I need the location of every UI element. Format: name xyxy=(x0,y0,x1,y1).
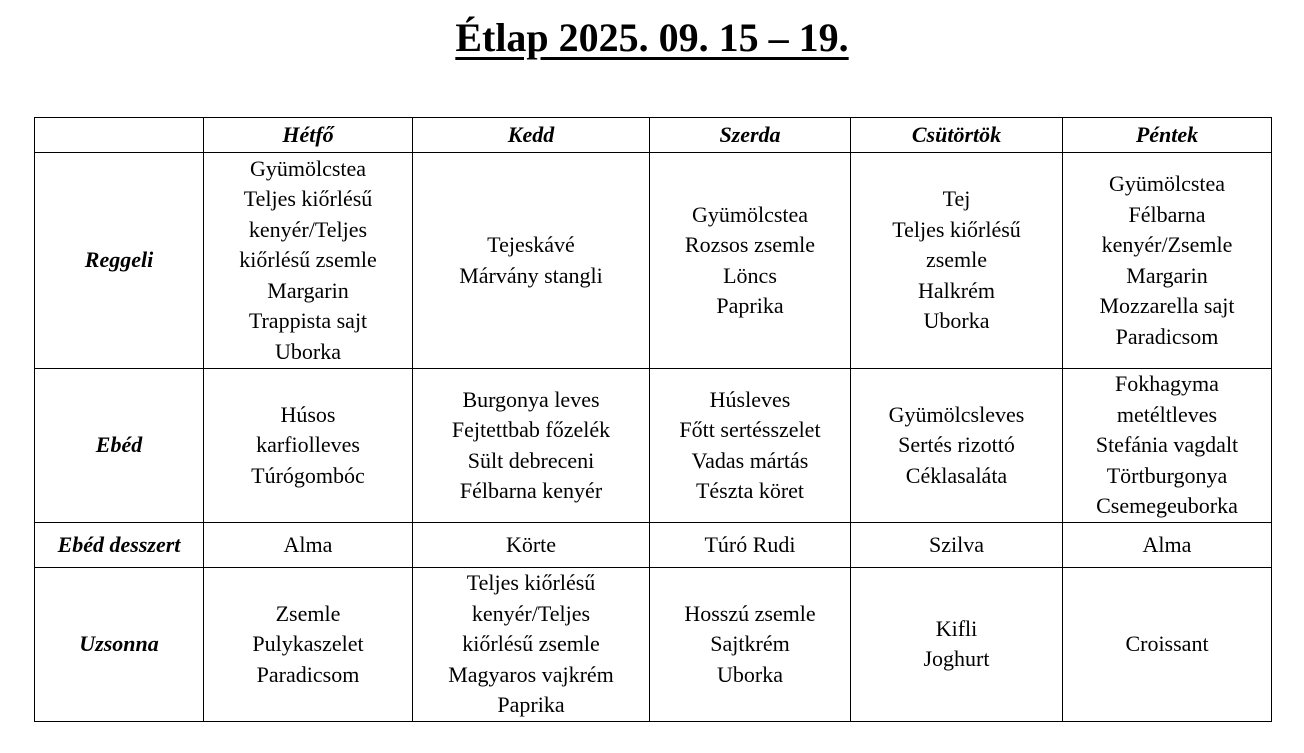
menu-item: Trappista sajt xyxy=(248,308,368,334)
menu-item: Paradicsom xyxy=(1115,323,1219,349)
menu-cell xyxy=(413,153,650,369)
menu-item: Teljes kiőrlésű xyxy=(892,216,1021,242)
menu-item: zsemle xyxy=(925,247,988,273)
menu-item: Paradicsom xyxy=(256,661,360,687)
menu-item: Céklasaláta xyxy=(905,462,1008,488)
day-header-tuesday: Kedd xyxy=(413,118,650,153)
menu-item: Margarin xyxy=(1126,262,1208,288)
corner-cell xyxy=(35,118,204,153)
menu-item: Alma xyxy=(1142,531,1192,557)
menu-item: Löncs xyxy=(723,262,777,288)
menu-item: Gyümölcsleves xyxy=(888,401,1025,427)
menu-item: Kifli xyxy=(935,615,978,641)
menu-cell xyxy=(1063,153,1272,369)
menu-item: kenyér/Teljes xyxy=(471,600,591,626)
menu-item: Tej xyxy=(942,186,971,212)
menu-cell xyxy=(851,153,1063,369)
row-uzsonna xyxy=(35,568,1272,722)
menu-item: metéltleves xyxy=(1116,401,1218,427)
menu-item: Teljes kiőrlésű xyxy=(243,186,373,212)
menu-item: karfiolleves xyxy=(256,432,360,458)
menu-item: Gyümölcstea xyxy=(249,155,367,181)
menu-item: Paprika xyxy=(497,692,565,717)
menu-item: kiőrlésű zsemle xyxy=(239,247,377,273)
page-title xyxy=(0,12,1304,64)
menu-item: Tészta köret xyxy=(695,478,805,503)
menu-item: Sajtkrém xyxy=(710,631,790,656)
menu-cell xyxy=(650,568,851,722)
menu-item: Uborka xyxy=(717,661,783,687)
menu-item: Magyaros vajkrém xyxy=(448,661,614,687)
menu-item: Sült debreceni xyxy=(467,447,595,473)
day-header-monday: Hétfő xyxy=(204,118,413,153)
menu-cell xyxy=(413,369,650,523)
day-header-wednesday: Szerda xyxy=(650,118,851,153)
menu-cell xyxy=(1063,369,1272,523)
menu-item: Túró Rudi xyxy=(704,531,796,557)
row-label-desszert: Ebéd desszert xyxy=(35,523,204,568)
page-title-text: Étlap 2025. 09. 15 – 19. xyxy=(455,15,849,60)
menu-item: Túrógombóc xyxy=(251,462,365,488)
menu-item: Mozzarella sajt xyxy=(1099,293,1235,318)
menu-item: Félbarna xyxy=(1128,201,1206,227)
menu-item: Teljes kiőrlésű xyxy=(466,570,596,595)
menu-item: Vadas mártás xyxy=(691,447,809,473)
row-label-reggeli: Reggeli xyxy=(35,153,204,369)
menu-cell xyxy=(204,153,413,369)
header-row xyxy=(35,118,1272,153)
menu-item: Stefánia vagdalt xyxy=(1095,432,1239,458)
menu-cell xyxy=(650,523,851,568)
menu-item: Rozsos zsemle xyxy=(684,232,816,257)
row-reggeli xyxy=(35,153,1272,369)
menu-cell xyxy=(851,523,1063,568)
menu-item: Márvány stangli xyxy=(459,262,603,288)
menu-item: Margarin xyxy=(267,277,349,303)
menu-item: Szilva xyxy=(929,531,984,557)
menu-item: Uborka xyxy=(275,338,341,364)
menu-item: kenyér/Teljes xyxy=(248,216,368,242)
menu-item: kenyér/Zsemle xyxy=(1101,232,1233,257)
menu-cell xyxy=(204,568,413,722)
menu-item: Sertés rizottó xyxy=(898,432,1015,458)
menu-item: Paprika xyxy=(716,293,784,318)
menu-item: Burgonya leves xyxy=(462,386,600,412)
menu-item: Tejeskávé xyxy=(487,232,575,257)
menu-item: Hosszú zsemle xyxy=(684,600,816,626)
menu-cell xyxy=(650,369,851,523)
menu-item: Fokhagyma xyxy=(1115,371,1219,397)
menu-item: Halkrém xyxy=(918,277,995,303)
menu-item: Uborka xyxy=(923,308,990,334)
menu-cell xyxy=(1063,523,1272,568)
row-label-uzsonna: Uzsonna xyxy=(35,568,204,722)
menu-cell xyxy=(851,369,1063,523)
day-header-friday: Péntek xyxy=(1063,118,1272,153)
menu-item: Pulykaszelet xyxy=(252,631,364,656)
menu-cell xyxy=(413,523,650,568)
row-desszert xyxy=(35,523,1272,568)
menu-cell xyxy=(413,568,650,722)
menu-cell xyxy=(650,153,851,369)
menu-item: Húsleves xyxy=(709,386,791,412)
menu-item: Törtburgonya xyxy=(1106,462,1228,488)
menu-item: Gyümölcstea xyxy=(691,201,809,227)
menu-item: Csemegeuborka xyxy=(1096,493,1238,519)
menu-item: Zsemle xyxy=(275,600,341,626)
menu-item: Főtt sertésszelet xyxy=(679,417,821,442)
menu-cell xyxy=(204,523,413,568)
row-ebed xyxy=(35,369,1272,523)
menu-item: kiőrlésű zsemle xyxy=(462,631,600,656)
menu-cell xyxy=(1063,568,1272,722)
menu-table xyxy=(34,117,1272,722)
menu-item: Alma xyxy=(283,531,333,557)
menu-item: Félbarna kenyér xyxy=(459,478,603,503)
menu-cell xyxy=(204,369,413,523)
menu-item: Gyümölcstea xyxy=(1108,171,1226,196)
menu-item: Fejtettbab főzelék xyxy=(451,417,611,442)
day-header-thursday: Csütörtök xyxy=(851,118,1063,153)
menu-item: Joghurt xyxy=(923,646,990,672)
menu-item: Húsos xyxy=(280,401,336,427)
menu-item: Croissant xyxy=(1125,631,1209,656)
menu-cell xyxy=(851,568,1063,722)
menu-item: Körte xyxy=(505,531,557,557)
row-label-ebed: Ebéd xyxy=(35,369,204,523)
